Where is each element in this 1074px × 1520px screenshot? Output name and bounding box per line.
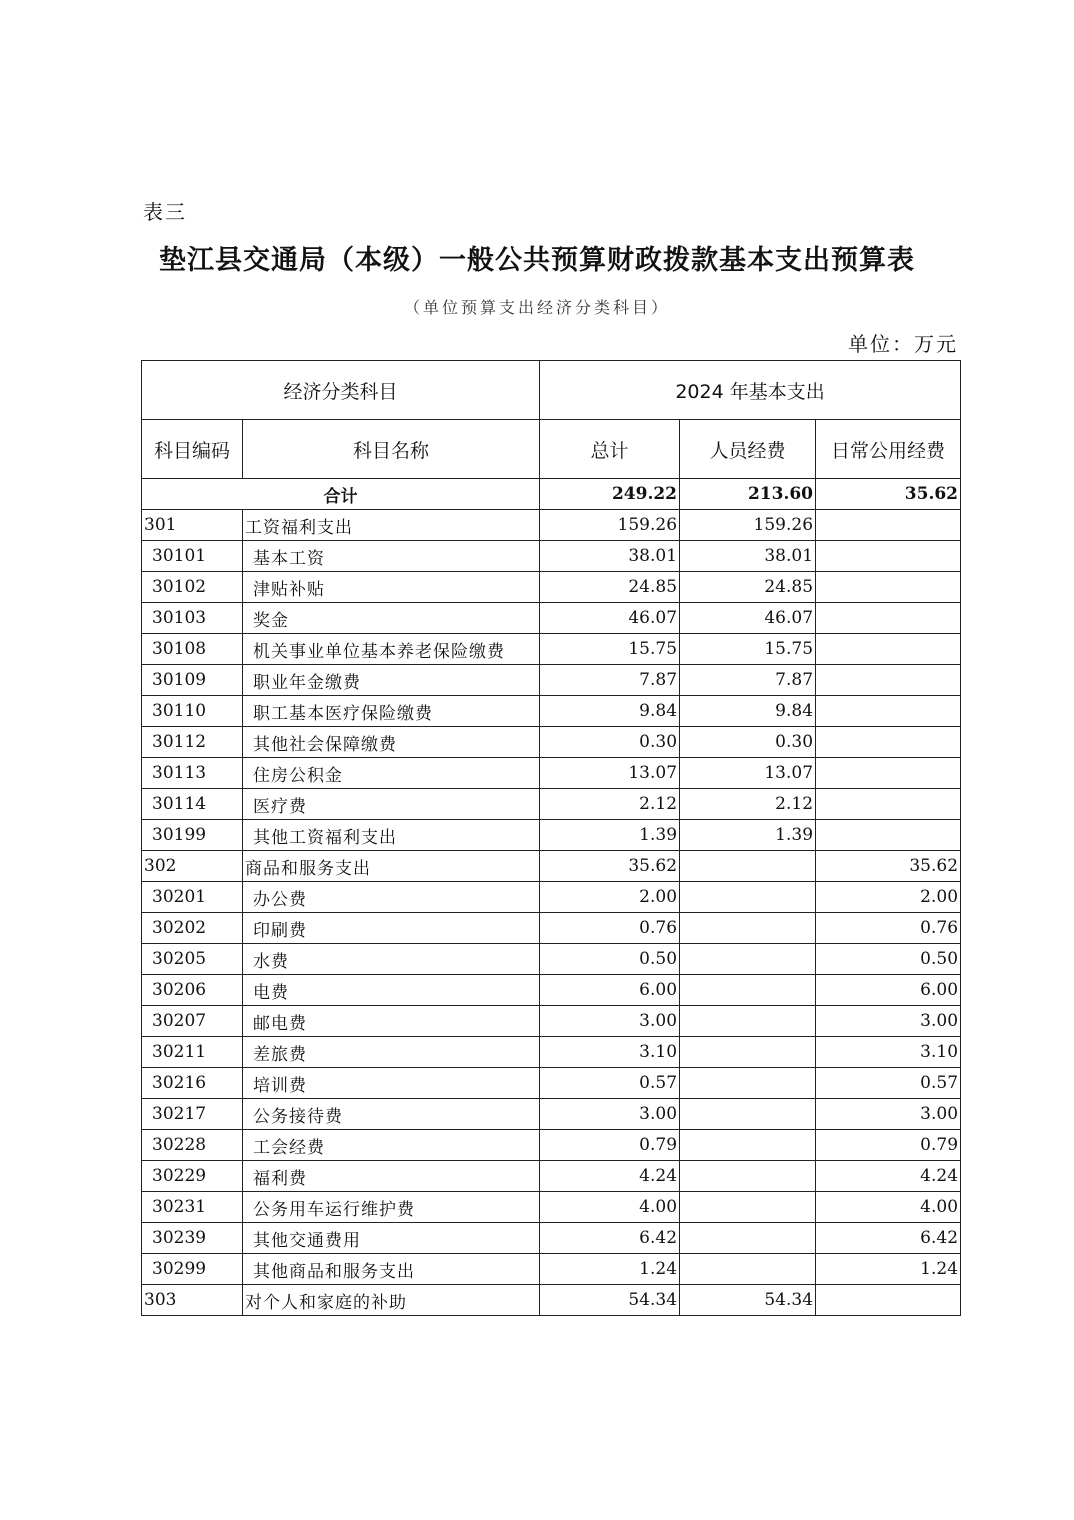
cell-public: 0.76: [816, 913, 961, 944]
cell-total: 9.84: [540, 696, 680, 727]
cell-code: 30229: [142, 1161, 243, 1192]
cell-personnel: [680, 1130, 816, 1161]
cell-public: 6.42: [816, 1223, 961, 1254]
cell-name: 其他社会保障缴费: [243, 727, 540, 758]
cell-total: 6.00: [540, 975, 680, 1006]
table-row: [142, 603, 961, 634]
total-row: [142, 479, 961, 510]
cell-public: [816, 665, 961, 696]
column-header-total: 总计: [540, 420, 680, 479]
cell-public: [816, 603, 961, 634]
cell-personnel: [680, 882, 816, 913]
table-row: [142, 944, 961, 975]
header-row-group: [142, 361, 961, 420]
page-subtitle: （单位预算支出经济分类科目）: [403, 298, 670, 317]
cell-total: 0.57: [540, 1068, 680, 1099]
cell-public: 35.62: [816, 851, 961, 882]
cell-code: 30216: [142, 1068, 243, 1099]
cell-public: [816, 572, 961, 603]
cell-personnel: 0.30: [680, 727, 816, 758]
cell-total: 1.39: [540, 820, 680, 851]
cell-code: 30211: [142, 1037, 243, 1068]
cell-personnel: 2.12: [680, 789, 816, 820]
cell-public: [816, 758, 961, 789]
cell-public: [816, 541, 961, 572]
cell-total: 24.85: [540, 572, 680, 603]
cell-public: [816, 510, 961, 541]
cell-total: 0.76: [540, 913, 680, 944]
table-row: [142, 1099, 961, 1130]
cell-personnel: [680, 913, 816, 944]
cell-personnel: 9.84: [680, 696, 816, 727]
cell-personnel: [680, 851, 816, 882]
table-row: [142, 1068, 961, 1099]
cell-personnel: 1.39: [680, 820, 816, 851]
table-row: [142, 572, 961, 603]
cell-public: 1.24: [816, 1254, 961, 1285]
cell-total: 4.00: [540, 1192, 680, 1223]
cell-total: 0.50: [540, 944, 680, 975]
cell-public: [816, 789, 961, 820]
cell-code: 302: [142, 851, 243, 882]
table-row: [142, 913, 961, 944]
cell-personnel: [680, 1006, 816, 1037]
cell-code: 30239: [142, 1223, 243, 1254]
cell-total: 2.00: [540, 882, 680, 913]
table-row: [142, 1192, 961, 1223]
cell-name: 印刷费: [243, 913, 540, 944]
table-row: [142, 1254, 961, 1285]
cell-code: 303: [142, 1285, 243, 1316]
table-row: [142, 789, 961, 820]
cell-code: 30231: [142, 1192, 243, 1223]
table-row: [142, 727, 961, 758]
column-header-personnel: 人员经费: [680, 420, 816, 479]
cell-personnel: [680, 1254, 816, 1285]
cell-personnel: 24.85: [680, 572, 816, 603]
cell-total: 15.75: [540, 634, 680, 665]
column-header-name: 科目名称: [243, 420, 540, 479]
cell-total: 38.01: [540, 541, 680, 572]
table-row: [142, 758, 961, 789]
table-row: [142, 882, 961, 913]
cell-code: 30114: [142, 789, 243, 820]
budget-table: [141, 360, 961, 1316]
group-header-classification: 经济分类科目: [142, 361, 540, 420]
cell-public: [816, 634, 961, 665]
cell-public: 0.79: [816, 1130, 961, 1161]
cell-total: 2.12: [540, 789, 680, 820]
cell-personnel: [680, 1192, 816, 1223]
cell-total: 6.42: [540, 1223, 680, 1254]
cell-code: 30228: [142, 1130, 243, 1161]
total-amount: 249.22: [540, 479, 680, 510]
cell-code: 30201: [142, 882, 243, 913]
cell-personnel: [680, 944, 816, 975]
cell-public: [816, 696, 961, 727]
cell-code: 30217: [142, 1099, 243, 1130]
cell-public: [816, 820, 961, 851]
cell-name: 邮电费: [243, 1006, 540, 1037]
cell-public: 4.00: [816, 1192, 961, 1223]
table-row: [142, 1130, 961, 1161]
cell-personnel: [680, 1161, 816, 1192]
cell-name: 对个人和家庭的补助: [243, 1285, 540, 1316]
table-row: [142, 1161, 961, 1192]
total-public: 35.62: [816, 479, 961, 510]
group-header-basic-expenditure: 2024 年基本支出: [540, 361, 961, 420]
cell-name: 职工基本医疗保险缴费: [243, 696, 540, 727]
cell-name: 公务用车运行维护费: [243, 1192, 540, 1223]
cell-total: 13.07: [540, 758, 680, 789]
cell-code: 301: [142, 510, 243, 541]
page-title: 垫江县交通局（本级）一般公共预算财政拨款基本支出预算表: [159, 245, 915, 276]
cell-public: 3.10: [816, 1037, 961, 1068]
column-header-code: 科目编码: [142, 420, 243, 479]
cell-code: 30110: [142, 696, 243, 727]
cell-name: 医疗费: [243, 789, 540, 820]
total-personnel: 213.60: [680, 479, 816, 510]
table-row: [142, 1223, 961, 1254]
cell-name: 其他工资福利支出: [243, 820, 540, 851]
cell-code: 30109: [142, 665, 243, 696]
cell-name: 住房公积金: [243, 758, 540, 789]
cell-code: 30207: [142, 1006, 243, 1037]
cell-name: 其他交通费用: [243, 1223, 540, 1254]
cell-name: 公务接待费: [243, 1099, 540, 1130]
cell-name: 差旅费: [243, 1037, 540, 1068]
cell-personnel: 7.87: [680, 665, 816, 696]
cell-personnel: 13.07: [680, 758, 816, 789]
cell-code: 30206: [142, 975, 243, 1006]
cell-total: 0.30: [540, 727, 680, 758]
cell-personnel: [680, 975, 816, 1006]
cell-total: 46.07: [540, 603, 680, 634]
cell-code: 30205: [142, 944, 243, 975]
cell-total: 3.00: [540, 1099, 680, 1130]
cell-public: [816, 1285, 961, 1316]
cell-personnel: [680, 1223, 816, 1254]
cell-personnel: [680, 1037, 816, 1068]
cell-name: 机关事业单位基本养老保险缴费: [243, 634, 540, 665]
total-label: 合计: [142, 479, 540, 510]
cell-personnel: 54.34: [680, 1285, 816, 1316]
table-row: [142, 510, 961, 541]
cell-public: 0.50: [816, 944, 961, 975]
table-row: [142, 696, 961, 727]
cell-code: 30199: [142, 820, 243, 851]
cell-name: 职业年金缴费: [243, 665, 540, 696]
cell-code: 30103: [142, 603, 243, 634]
cell-public: 3.00: [816, 1099, 961, 1130]
cell-personnel: 46.07: [680, 603, 816, 634]
cell-total: 1.24: [540, 1254, 680, 1285]
cell-personnel: 38.01: [680, 541, 816, 572]
cell-name: 基本工资: [243, 541, 540, 572]
cell-name: 工资福利支出: [243, 510, 540, 541]
cell-total: 7.87: [540, 665, 680, 696]
cell-total: 35.62: [540, 851, 680, 882]
cell-name: 办公费: [243, 882, 540, 913]
cell-code: 30101: [142, 541, 243, 572]
cell-public: 6.00: [816, 975, 961, 1006]
cell-total: 3.10: [540, 1037, 680, 1068]
table-row: [142, 1006, 961, 1037]
cell-name: 其他商品和服务支出: [243, 1254, 540, 1285]
unit-label: 单位：万元: [848, 332, 958, 356]
cell-name: 水费: [243, 944, 540, 975]
cell-total: 4.24: [540, 1161, 680, 1192]
table-row: [142, 541, 961, 572]
table-row: [142, 851, 961, 882]
column-header-public: 日常公用经费: [816, 420, 961, 479]
table-row: [142, 975, 961, 1006]
cell-total: 159.26: [540, 510, 680, 541]
cell-code: 30202: [142, 913, 243, 944]
cell-code: 30102: [142, 572, 243, 603]
cell-name: 商品和服务支出: [243, 851, 540, 882]
table-row: [142, 1285, 961, 1316]
cell-total: 54.34: [540, 1285, 680, 1316]
cell-public: 2.00: [816, 882, 961, 913]
cell-code: 30112: [142, 727, 243, 758]
cell-public: 3.00: [816, 1006, 961, 1037]
table-row: [142, 665, 961, 696]
cell-personnel: [680, 1068, 816, 1099]
cell-name: 福利费: [243, 1161, 540, 1192]
cell-public: [816, 727, 961, 758]
cell-personnel: [680, 1099, 816, 1130]
cell-public: 4.24: [816, 1161, 961, 1192]
cell-name: 培训费: [243, 1068, 540, 1099]
cell-name: 奖金: [243, 603, 540, 634]
cell-name: 工会经费: [243, 1130, 540, 1161]
cell-total: 0.79: [540, 1130, 680, 1161]
cell-code: 30299: [142, 1254, 243, 1285]
cell-personnel: 159.26: [680, 510, 816, 541]
cell-personnel: 15.75: [680, 634, 816, 665]
cell-code: 30108: [142, 634, 243, 665]
cell-code: 30113: [142, 758, 243, 789]
table-label: 表三: [143, 200, 187, 224]
header-row-columns: [142, 420, 961, 479]
cell-public: 0.57: [816, 1068, 961, 1099]
table-row: [142, 1037, 961, 1068]
cell-total: 3.00: [540, 1006, 680, 1037]
table-row: [142, 820, 961, 851]
table-row: [142, 634, 961, 665]
cell-name: 津贴补贴: [243, 572, 540, 603]
cell-name: 电费: [243, 975, 540, 1006]
